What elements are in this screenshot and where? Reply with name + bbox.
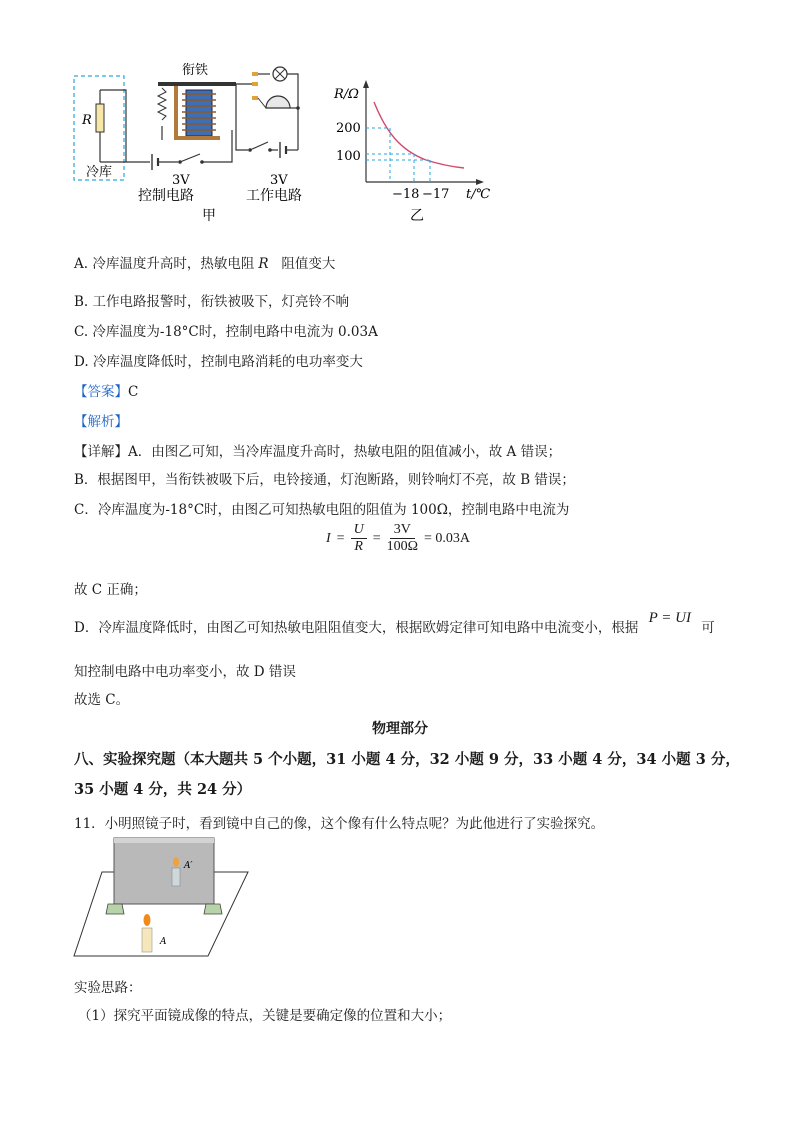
bell-icon [266,96,290,108]
control-circuit-label: 控制电路 [138,188,194,204]
y-tick-200: 200 [336,121,361,136]
explanation-d-cont: 知控制电路中电功率变小，故 D 错误 [74,664,296,680]
section-eight-heading: 八、实验探究题（本大题共 5 个小题，31 小题 4 分，32 小题 9 分，33 小题 4 分，34 小题 3 分， [74,751,740,768]
explanation-c-conclusion: 故 C 正确； [74,582,147,598]
control-voltage-label: 3V [172,173,190,188]
final-answer: 故选 C。 [74,692,130,708]
candle-image [172,868,180,886]
work-circuit-label: 工作电路 [246,188,302,204]
option-a: A. 冷库温度升高时，热敏电阻 R 阻值变大 [74,256,336,272]
option-b: B. 工作电路报警时，衔铁被吸下，灯亮铃不响 [74,294,350,310]
rt-graph [330,72,500,228]
armature-label: 衔铁 [182,63,209,78]
circuit-diagram [70,60,330,230]
experiment-idea-label: 实验思路： [74,980,142,996]
resistor-label: R [82,113,92,128]
rt-curve [374,102,464,168]
question-11: 11．小明照镜子时，看到镜中自己的像，这个像有什么特点呢？为此他进行了实验探究。 [74,816,605,832]
power-formula: P = UI [648,610,691,626]
label-a-image: A′ [184,861,193,871]
explanation-d: D．冷库温度降低时，由图乙可知热敏电阻阻值变大，根据欧姆定律可知电路中电流变小，根据 P = UI 可 [74,610,715,636]
y-axis-label: R/Ω [334,87,359,102]
explanation-a: 【详解】A．由图乙可知，当冷库温度升高时，热敏电阻的阻值减小，故 A 错误； [74,444,562,460]
x-axis-label: t/℃ [466,187,491,202]
figure-jia-caption: 甲 [202,208,216,224]
armature-bar [158,82,236,86]
explanation-c: C．冷库温度为-18°C时，由图乙可知热敏电阻的阻值为 100Ω，控制电路中电流为 [74,502,570,518]
work-voltage-label: 3V [270,173,288,188]
candle-a [142,928,152,952]
electromagnet-core [186,90,212,136]
cold-storage-label: 冷库 [86,165,113,180]
experiment-idea-1: （1）探究平面镜成像的特点，关键是要确定像的位置和大小； [78,1008,452,1024]
option-c: C. 冷库温度为-18°C时，控制电路中电流为 0.03A [74,324,378,340]
x-tick-neg18: −18 [392,187,420,202]
explanation-b: B．根据图甲，当衔铁被吸下后，电铃接通，灯泡断路，则铃响灯不亮，故 B 错误； [74,472,575,488]
label-a: A [160,937,167,947]
current-formula: I = $\frac{U}{R}$ = $\frac{3V}{100\Omega}$ = 0.03A [326,522,471,554]
option-d: D. 冷库温度降低时，控制电路消耗的电功率变大 [74,354,363,370]
y-tick-100: 100 [336,149,361,164]
answer-label: 【答案】 [74,384,128,400]
x-tick-neg17: −17 [422,187,450,202]
thermistor-resistor [96,104,104,132]
answer-value: C [128,384,139,400]
glass-plate [114,838,214,904]
section-physics-title: 物理部分 [372,721,428,737]
figure-yi-caption: 乙 [410,208,424,224]
answer [74,380,138,400]
analysis-label: 【解析】 [74,414,128,430]
section-eight-heading-cont: 35 小题 4 分，共 24 分） [74,781,252,798]
mirror-experiment-figure [72,836,252,960]
